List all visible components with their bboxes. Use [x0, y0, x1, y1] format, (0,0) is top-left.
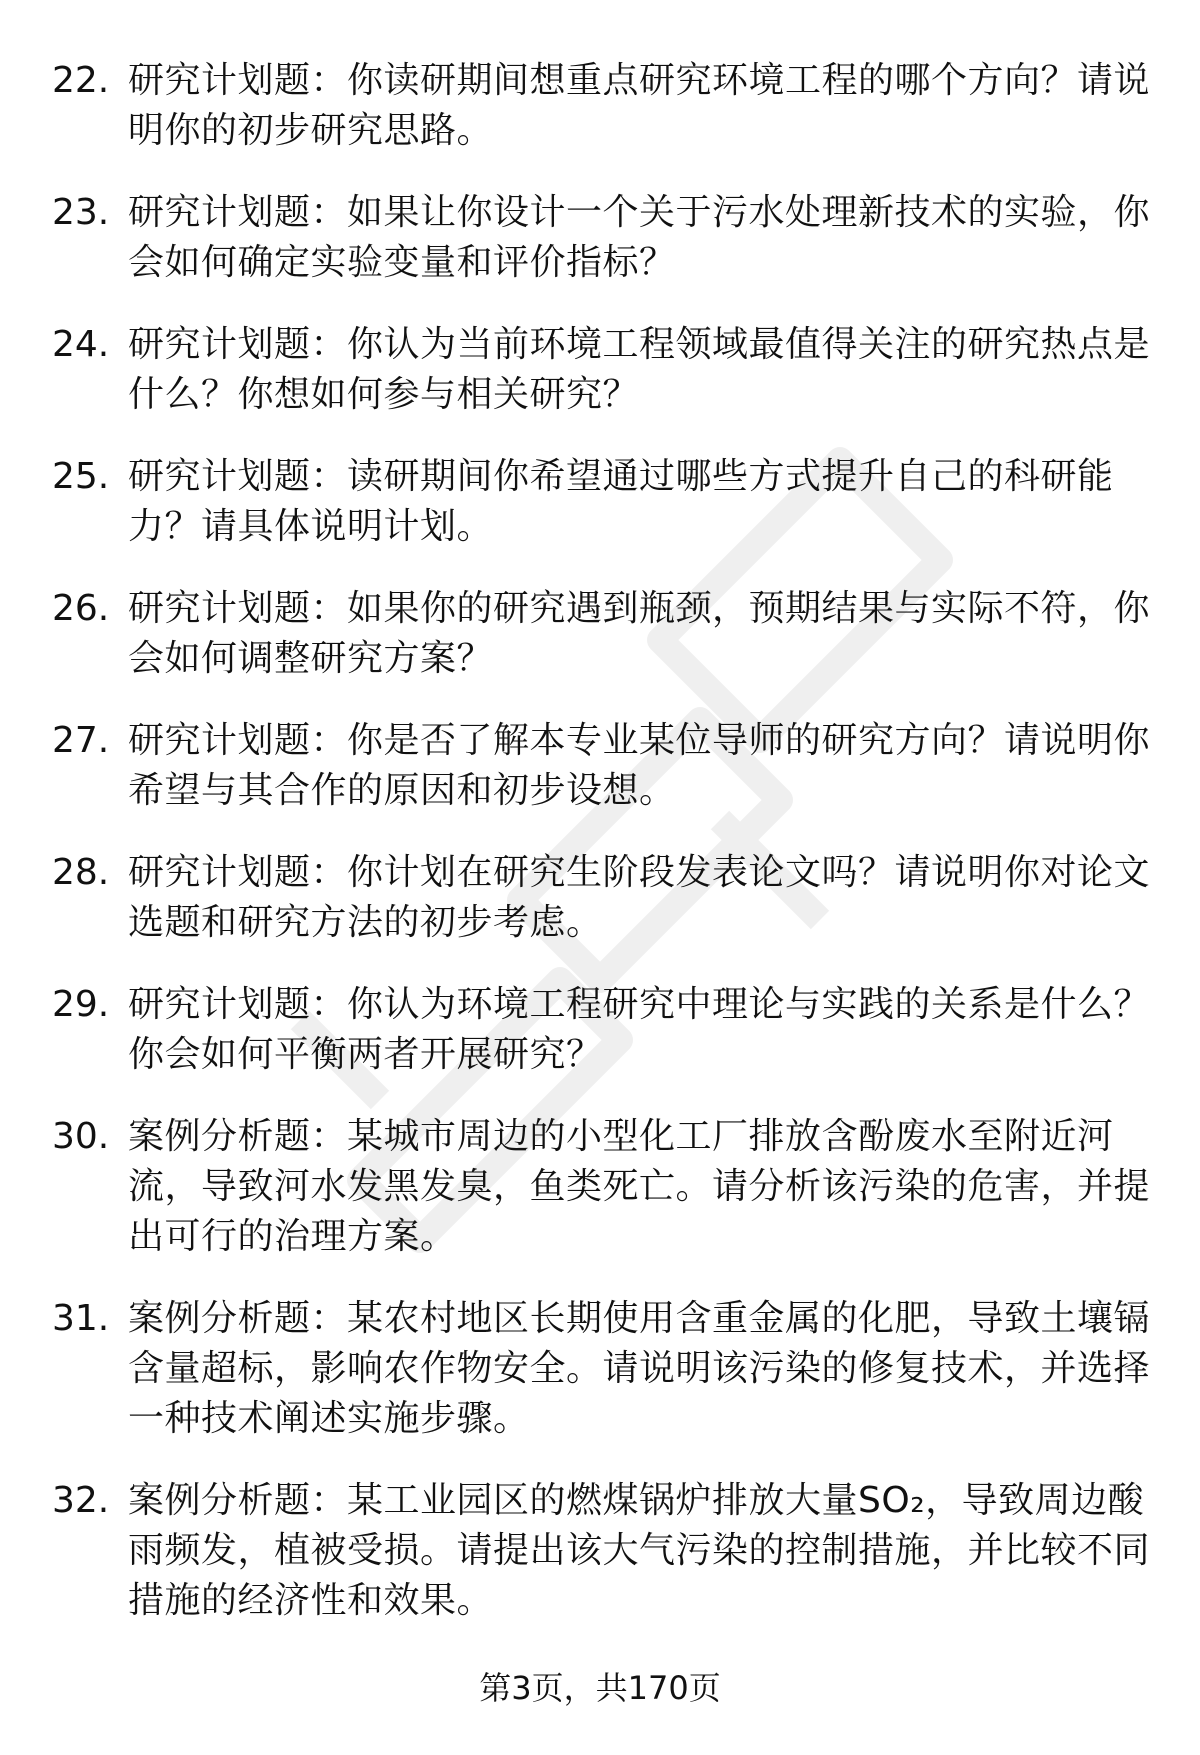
question-item: [52, 584, 1152, 684]
question-number: 26.: [52, 588, 110, 629]
question-item: [52, 980, 1152, 1080]
question-text: 研究计划题：你读研期间想重点研究环境工程的哪个方向？请说明你的初步研究思路。: [128, 60, 1151, 151]
question-list: [52, 56, 1152, 1658]
question-item: [52, 1112, 1152, 1262]
question-item: [52, 56, 1152, 156]
question-number: 23.: [52, 192, 110, 233]
question-number: 28.: [52, 852, 110, 893]
question-text: 研究计划题：读研期间你希望通过哪些方式提升自己的科研能力？请具体说明计划。: [128, 456, 1114, 547]
question-text: 研究计划题：如果你的研究遇到瓶颈，预期结果与实际不符，你会如何调整研究方案？: [128, 588, 1151, 679]
page-number-label: 第3页，共170页: [479, 1669, 721, 1707]
question-text: 研究计划题：你认为当前环境工程领域最值得关注的研究热点是什么？你想如何参与相关研究？: [128, 324, 1151, 415]
question-number: 27.: [52, 720, 110, 761]
question-number: 30.: [52, 1116, 110, 1157]
question-item: [52, 848, 1152, 948]
question-item: [52, 320, 1152, 420]
question-item: [52, 1476, 1152, 1626]
question-number: 29.: [52, 984, 110, 1025]
question-text: 研究计划题：你计划在研究生阶段发表论文吗？请说明你对论文选题和研究方法的初步考虑。: [128, 852, 1151, 943]
question-number: 24.: [52, 324, 110, 365]
question-text: 案例分析题：某城市周边的小型化工厂排放含酚废水至附近河流，导致河水发黑发臭，鱼类死亡。请分析该污染的危害，并提出可行的治理方案。: [128, 1116, 1151, 1257]
question-number: 25.: [52, 456, 110, 497]
question-text: 研究计划题：你是否了解本专业某位导师的研究方向？请说明你希望与其合作的原因和初步设想。: [128, 720, 1151, 811]
question-text: 案例分析题：某农村地区长期使用含重金属的化肥，导致土壤镉含量超标，影响农作物安全。请说明该污染的修复技术，并选择一种技术阐述实施步骤。: [128, 1298, 1151, 1439]
question-item: [52, 1294, 1152, 1444]
question-text: 研究计划题：如果让你设计一个关于污水处理新技术的实验，你会如何确定实验变量和评价指标？: [128, 192, 1151, 283]
question-item: [52, 188, 1152, 288]
page-footer: [0, 1668, 1200, 1708]
question-item: [52, 452, 1152, 552]
question-text: 研究计划题：你认为环境工程研究中理论与实践的关系是什么？你会如何平衡两者开展研究？: [128, 984, 1151, 1075]
question-number: 22.: [52, 60, 110, 101]
question-item: [52, 716, 1152, 816]
question-number: 32.: [52, 1480, 110, 1521]
question-text: 案例分析题：某工业园区的燃煤锅炉排放大量SO₂，导致周边酸雨频发，植被受损。请提出该大气污染的控制措施，并比较不同措施的经济性和效果。: [128, 1480, 1151, 1621]
question-number: 31.: [52, 1298, 110, 1339]
